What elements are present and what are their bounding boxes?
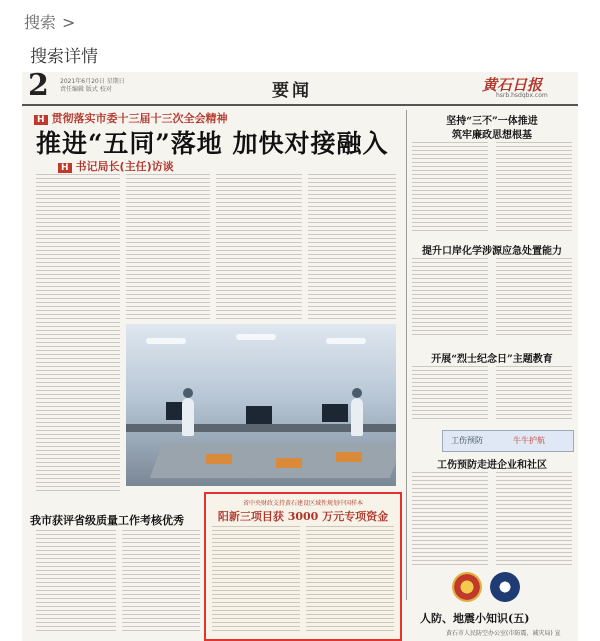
highlight-col-1 [212,526,300,634]
right-headline-1b: 筑牢廉政思想根基 [452,130,532,141]
banner-right-text: 牛牛护航 [513,436,545,445]
newspaper-page-image[interactable] [22,72,578,641]
highlight-headline: 阳新三项目获 3000 万元专项资金 [217,510,389,523]
right-headline-1: 坚持“三不”一体推进 [446,116,538,127]
highlight-col-2 [306,526,394,634]
safety-banner [442,430,574,452]
left-bottom-headline: 我市获评省级质量工作考核优秀 [30,514,184,527]
kicker-badge: H [34,115,48,125]
newspaper-url: hsrb.hsdqbx.com [496,92,548,99]
subhead-text: 书记局长(主任)访谈 [75,160,174,173]
banner-left-text: 工伤预防 [451,436,483,445]
lead-article-col-2 [126,174,210,320]
earthquake-bureau-emblem-icon [490,572,520,602]
date-line-2: 责任编辑 版式 校对 [60,86,112,93]
kicker-text: 贯彻落实市委十三届十三次全会精神 [51,112,228,125]
right-article-4-col-1 [412,472,488,568]
right-headline-3: 开展“烈士纪念日”主题教育 [431,354,553,365]
right-headline-4: 工伤预防走进企业和社区 [437,460,547,471]
date-line [60,78,125,94]
civil-defense-emblem-icon [452,572,482,602]
footer-subtitle: 黄石市人民防空办公室(市防震、减灾局) 宣 [446,630,561,637]
highlighted-article[interactable] [204,492,402,641]
page-title: 搜索详情 [30,47,98,67]
right-article-2-col-2 [496,258,572,338]
section-name: 要闻 [272,81,312,101]
footer-title: 人防、地震小知识(五) [420,612,530,625]
left-bottom-col-1 [36,530,116,634]
column-divider [406,110,407,600]
right-article-4-col-2 [496,472,572,568]
right-article-1-col-2 [496,142,572,232]
breadcrumb-arrow-icon: > [62,13,76,32]
right-article-1-col-1 [412,142,488,232]
factory-photo [126,324,396,486]
lead-article-col-4 [308,174,396,320]
left-bottom-col-2 [122,530,200,634]
right-article-3-col-2 [496,366,572,422]
subhead-badge: H [58,163,72,173]
lead-subhead [58,158,174,174]
date-line-1: 2021年6月20日 星期日 [60,78,125,85]
right-article-2-col-1 [412,258,488,338]
right-headline-2: 提升口岸化学涉源应急处置能力 [422,246,562,257]
lead-article-col-3 [216,174,302,320]
newspaper-masthead [22,72,578,106]
breadcrumb[interactable] [24,10,75,33]
lead-article-col-1 [36,174,120,492]
page-number: 2 [28,72,49,103]
lead-headline: 推进“五同”落地 加快对接融入 [36,129,389,158]
right-article-3-col-1 [412,366,488,422]
highlight-kicker: 省中央财政支持黄石建设区域性规划中国样本 [242,500,363,507]
breadcrumb-search-link[interactable]: 搜索 [24,13,57,32]
newspaper-logo: 黄石日报 [482,76,543,94]
